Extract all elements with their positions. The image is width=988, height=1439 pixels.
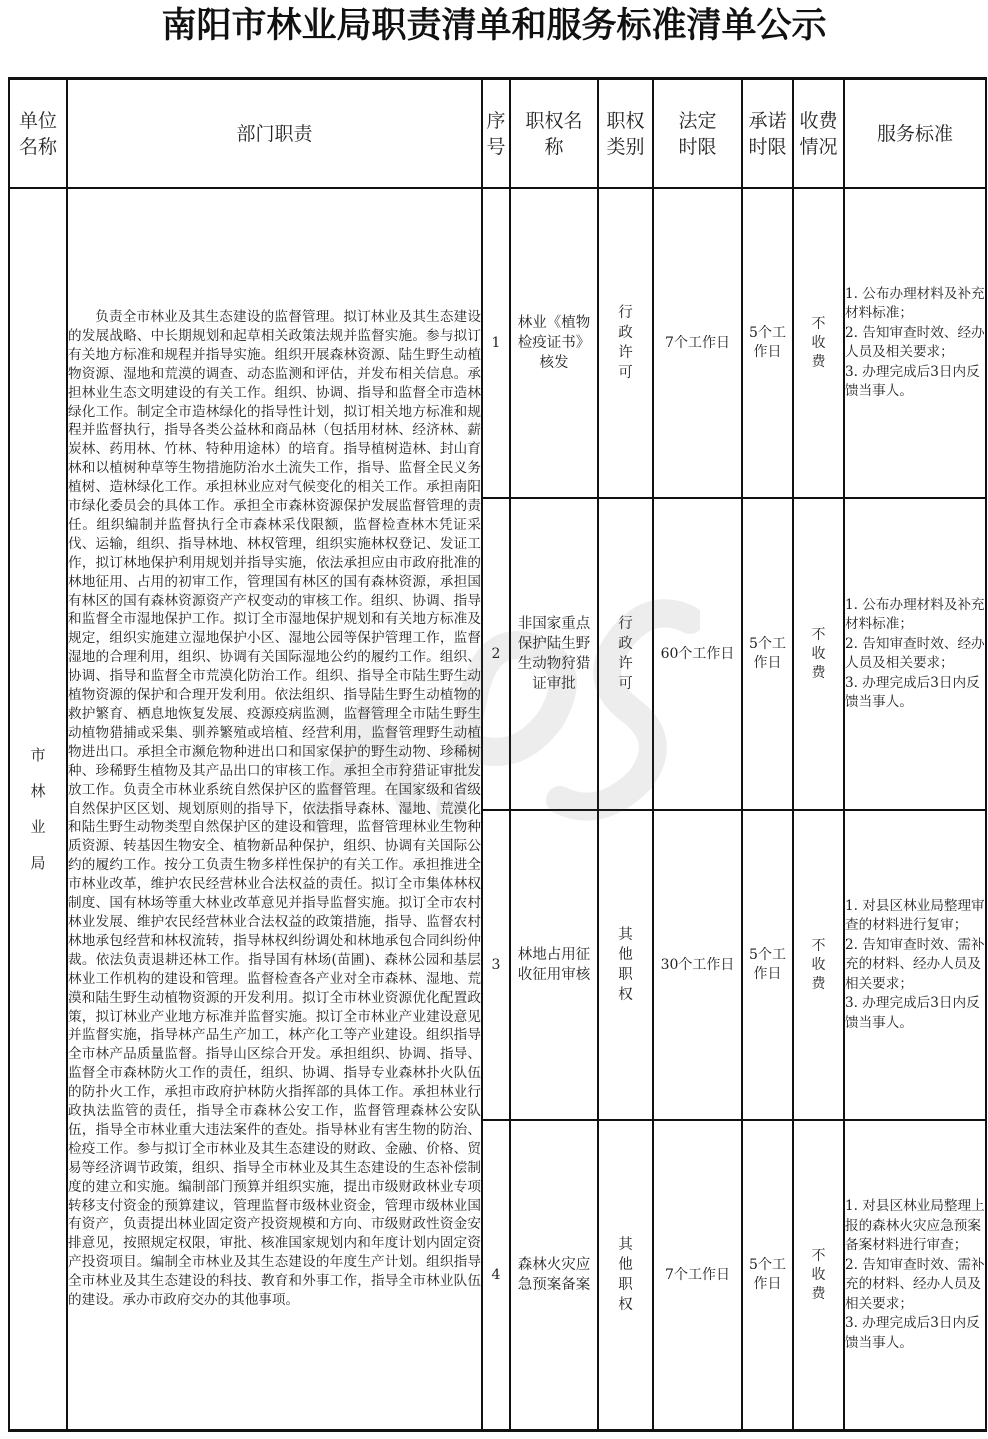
seq-cell: 1: [482, 188, 510, 498]
unit-name-char: 市: [30, 746, 46, 764]
power-type-cell: [598, 498, 653, 810]
department-duties-text: 负责全市林业及其生态建设的监督管理。拟订林业及其生态建设的发展战略、中长期规划和起草相关政策法规并监督实施。参与拟订有关地方标准和规程并指导实施。组织开展森林资源、陆生野生动植物资源、湿地和荒漠的调查、动态监测和评估，并发布相关信息。承担林业生态文明建设的有关工作。组织、协调、指导和监督全市造林绿化工作。制定全市造林绿化的指导性计划，拟订相关地方标准和规程并监督执行，指导各类公益林和商品林（包括用材林、经济林、薪炭林、药用林、竹林、特种用途林）的培育。指导植树造林、封山育林和以植树种草等生物措施防治水土流失工作，指导、监督全民义务植树、造林绿化工作。承担林业应对气候变化的相关工作。承担南阳市绿化委员会的具体工作。承担全市森林资源保护发展监督管理的责任。组织编制并监督执行全市森林采伐限额，监督检查林木凭证采伐、运输，组织、指导林地、林权管理，组织实施林权登记、发证工作，拟订林地保护利用规划并指导实施，依法承担应由市政府批准的林地征用、占用的初审工作，管理国有林区的国有森林资源，承担国有林区的国有森林资源资产产权变动的审核工作。组织、协调、指导和监督全市湿地保护工作。拟订全市湿地保护规划和有关地方标准及规定，组织实施建立湿地保护小区、湿地公园等保护管理工作，监督湿地的合理利用，组织、协调有关国际湿地公约的履约工作。组织、协调、指导和监督全市荒漠化防治工作。组织、指导全市陆生野生动植物资源的保护和合理开发利用。依法组织、指导陆生野生动植物的救护繁育、栖息地恢复发展、疫源疫病监测，监督管理全市陆生野生动植物猎捕或采集、驯养繁殖或培植、经营利用，监督管理野生动植物进出口。承担全市濒危物种进出口和国家保护的野生动物、珍稀树种、珍稀野生植物及其产品出口的审核工作。承担全市狩猎证审批发放工作。负责全市林业系统自然保护区的监督管理。在国家级和省级自然保护区区划、规划原则的指导下，依法指导森林、湿地、荒漠化和陆生野生动物类型自然保护区的建设和管理，监督管理林业生物种质资源、转基因生物安全、植物新品种保护，组织、协调有关国际公约的履约工作。按分工负责生物多样性保护的有关工作。承担推进全市林业改革，维护农民经营林业合法权益的责任。拟订全市集体林权制度、国有林场等重大林业改革意见并指导监督实施。拟订全市农村林业发展、维护农民经营林业合法权益的政策措施，指导、监督农村林地承包经营和林权流转，指导林权纠纷调处和林地承包合同纠纷仲裁。依法负责退耕还林工作。指导国有林场(苗圃)、森林公园和基层林业工作机构的建设和管理。监督检查各产业对全市森林、湿地、荒漠和陆生野生动植物资源的开发利用。拟订全市林业资源优化配置政策，拟订林业产业地方标准并监督实施。拟订全市林业产业建设意见并监督实施，指导林产品生产加工，林产化工等产业建设。组织指导全市林产品质量监督。指导山区综合开发。承担组织、协调、指导、监督全市森林防火工作的责任，组织、协调、指导专业森林扑火队伍的防扑火工作，承担市政府护林防火指挥部的具体工作。承担林业行政执法监管的责任，指导全市森林公安工作，监督管理森林公安队伍，指导全市林业重大违法案件的查处。指导林业有害生物的防治、检疫工作。参与拟订全市林业及其生态建设的财政、金融、价格、贸易等经济调节政策，组织、指导全市林业及其生态建设的生态补偿制度的建立和实施。编制部门预算并组织实施，提出市级财政林业专项转移支付资金的预算建议，管理监督市级林业资金，管理市级林业国有资产，负责提出林业固定资产投资规模和方向、市级财政性资金安排意见，按照规定权限，审批、核准国家规划内和年度计划内固定资产投资项目。编制全市林业及其生态建设的年度生产计划。组织指导全市林业及其生态建设的科技、教育和外事工作，指导全市林业队伍的建设。承办市政府交办的其他事项。: [68, 308, 481, 1309]
power-type-cell: [598, 1120, 653, 1431]
power-type-char: 政: [618, 325, 633, 341]
table-row: [9, 188, 986, 498]
fee-char: 不: [811, 626, 826, 643]
header-unit: 单位名称: [9, 79, 67, 189]
power-type-char: 许: [618, 656, 633, 672]
power-type-char: 行: [618, 616, 633, 632]
power-name-cell: 林地占用征收征用审核: [510, 810, 598, 1120]
fee-char: 收: [811, 645, 826, 662]
fee-char: 费: [811, 353, 826, 370]
fee-cell: [793, 188, 844, 498]
power-type-char: 权: [618, 1297, 633, 1313]
power-type-char: 职: [618, 967, 633, 983]
unit-name-cell: [9, 188, 67, 1431]
power-type-cell: [598, 810, 653, 1120]
power-type-char: 可: [618, 365, 633, 381]
power-type-char: 可: [618, 676, 633, 692]
header-fee: 收费情况: [793, 79, 844, 189]
legal-limit-cell: 7个工作日: [653, 1120, 742, 1431]
duties-table: [8, 77, 987, 1432]
promised-limit-cell: 5个工作日: [742, 498, 793, 810]
power-type-char: 他: [618, 1257, 633, 1273]
service-standard-cell: [844, 1120, 986, 1431]
power-type-char: 他: [618, 947, 633, 963]
service-standard-cell: [844, 498, 986, 810]
header-promised-limit: 承诺时限: [742, 79, 793, 189]
fee-char: 费: [811, 1285, 826, 1302]
fee-char: 不: [811, 937, 826, 954]
service-standard-cell: [844, 810, 986, 1120]
service-standard-cell: [844, 188, 986, 498]
seq-cell: 3: [482, 810, 510, 1120]
power-type-char: 权: [618, 987, 633, 1003]
power-name-cell: 林业《植物检疫证书》核发: [510, 188, 598, 498]
seq-cell: 2: [482, 498, 510, 810]
header-row: [9, 79, 986, 189]
fee-char: 不: [811, 315, 826, 332]
promised-limit-cell: 5个工作日: [742, 810, 793, 1120]
power-type-char: 职: [618, 1277, 633, 1293]
page-title: 南阳市林业局职责清单和服务标准清单公示: [161, 6, 827, 46]
power-type-char: 其: [618, 927, 633, 943]
service-standard-text: 1. 对县区林业局整理上报的森林火灾应急预案备案材料进行审查； 2. 告知审查时效、需补充的材料、经办人员及相关要求； 3. 办理完成后3日内反馈当事人。: [845, 1198, 985, 1351]
header-duties: 部门职责: [67, 79, 482, 189]
power-name-cell: 森林火灾应急预案备案: [510, 1120, 598, 1431]
header-legal-limit: 法定时限: [653, 79, 742, 189]
fee-char: 收: [811, 334, 826, 351]
power-type-char: 政: [618, 636, 633, 652]
header-seq: 序号: [482, 79, 510, 189]
fee-cell: [793, 1120, 844, 1431]
unit-name-char: 局: [30, 854, 46, 872]
legal-limit-cell: 30个工作日: [653, 810, 742, 1120]
unit-name-char: 林: [30, 782, 46, 800]
fee-cell: [793, 810, 844, 1120]
power-type-char: 其: [618, 1237, 633, 1253]
service-standard-text: 1. 公布办理材料及补充材料标准； 2. 告知审查时效、经办人员及相关要求； 3. 办理完成后3日内反馈当事人。: [845, 285, 985, 399]
fee-char: 费: [811, 975, 826, 992]
fee-cell: [793, 498, 844, 810]
power-name-cell: 非国家重点保护陆生野生动物狩猎证审批: [510, 498, 598, 810]
power-type-cell: [598, 188, 653, 498]
header-service-standard: 服务标准: [844, 79, 986, 189]
header-power-name: 职权名称: [510, 79, 598, 189]
department-duties-cell: [67, 188, 482, 1431]
fee-char: 收: [811, 1266, 826, 1283]
power-type-char: 行: [618, 305, 633, 321]
legal-limit-cell: 60个工作日: [653, 498, 742, 810]
power-type-char: 许: [618, 345, 633, 361]
fee-char: 不: [811, 1247, 826, 1264]
fee-char: 费: [811, 664, 826, 681]
fee-char: 收: [811, 956, 826, 973]
promised-limit-cell: 5个工作日: [742, 188, 793, 498]
legal-limit-cell: 7个工作日: [653, 188, 742, 498]
header-power-type: 职权类别: [598, 79, 653, 189]
promised-limit-cell: 5个工作日: [742, 1120, 793, 1431]
service-standard-text: 1. 公布办理材料及补充材料标准； 2. 告知审查时效、经办人员及相关要求； 3. 办理完成后3日内反馈当事人。: [845, 596, 985, 710]
service-standard-text: 1. 对县区林业局整理审查的材料进行复审； 2. 告知审查时效、需补充的材料、经办人员及相关要求； 3. 办理完成后3日内反馈当事人。: [845, 897, 985, 1031]
unit-name-char: 业: [30, 818, 46, 836]
seq-cell: 4: [482, 1120, 510, 1431]
